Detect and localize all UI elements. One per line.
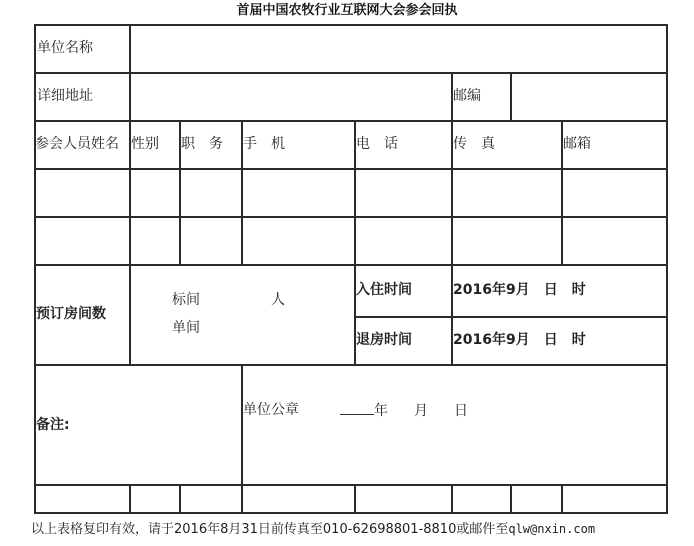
remarks-label: 备注: <box>36 417 70 433</box>
column-header-fax: 传 真 <box>453 136 495 152</box>
column-header-position: 职 务 <box>181 136 223 152</box>
column-header-name: 参会人员姓名 <box>35 136 119 152</box>
column-divider <box>179 484 181 514</box>
column-header-phone: 电 话 <box>356 136 398 152</box>
address-label: 详细地址 <box>37 88 93 104</box>
checkin-value: 2016年9月 日 时 <box>453 282 586 298</box>
column-divider <box>354 264 356 364</box>
checkout-label: 退房时间 <box>356 332 412 348</box>
form-title: 首届中国农牧行业互联网大会参会回执 <box>236 3 458 18</box>
checkout-value: 2016年9月 日 时 <box>453 332 586 348</box>
seal-month-label: 月 <box>414 403 428 419</box>
column-divider <box>451 484 453 514</box>
column-header-mobile: 手 机 <box>243 136 285 152</box>
column-divider <box>241 364 243 484</box>
checkin-label: 入住时间 <box>356 282 412 298</box>
column-divider <box>129 484 131 514</box>
single-room-label: 单间 <box>172 320 200 336</box>
room-booking-label: 预订房间数 <box>36 306 106 322</box>
seal-year-label: 年 <box>374 403 388 419</box>
company-seal-label: 单位公章 <box>243 402 299 418</box>
contact-email[interactable]: qlw@nxin.com <box>508 522 596 536</box>
remarks-field[interactable] <box>36 440 241 484</box>
postcode-field[interactable] <box>512 74 666 120</box>
row-divider <box>34 364 668 366</box>
footer-text: 以上表格复印有效，请于2016年8月31日前传真至010-62698801-8810或邮件至 <box>31 522 509 537</box>
column-divider <box>129 264 131 364</box>
seal-year-blank[interactable] <box>340 401 374 415</box>
column-divider <box>510 484 512 514</box>
column-header-gender: 性别 <box>131 136 159 152</box>
standard-room-label: 标间 <box>172 292 200 308</box>
row-divider <box>354 316 668 318</box>
unit-name-field[interactable] <box>131 26 666 72</box>
unit-name-label: 单位名称 <box>37 40 93 56</box>
room-person-unit: 人 <box>271 292 285 308</box>
column-header-email: 邮箱 <box>563 136 591 152</box>
address-field[interactable] <box>131 74 451 120</box>
column-divider <box>354 484 356 514</box>
column-divider <box>561 484 563 514</box>
column-divider <box>241 484 243 514</box>
column-divider <box>451 264 453 364</box>
footer-note <box>31 520 595 539</box>
seal-date <box>340 401 468 420</box>
postcode-label: 邮编 <box>453 88 481 104</box>
seal-day-label: 日 <box>454 403 468 419</box>
